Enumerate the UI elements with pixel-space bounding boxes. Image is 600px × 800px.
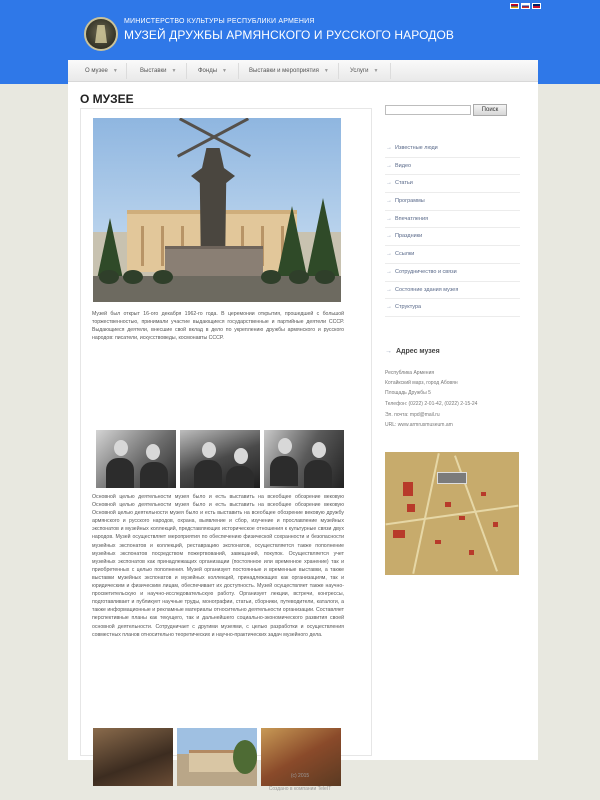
arrow-right-icon: → [386, 215, 392, 222]
search-input[interactable] [385, 105, 471, 115]
sidebar-item-label: Ссылки [395, 251, 415, 258]
nav-item-label: О музее [85, 68, 108, 74]
arrow-right-icon: → [386, 304, 392, 311]
arrow-right-icon: → [386, 268, 392, 275]
map-block [445, 502, 451, 507]
sidebar-item-links[interactable] [385, 246, 520, 264]
archive-photo [180, 430, 260, 488]
nav-divider [186, 63, 187, 79]
arrow-right-icon: → [386, 251, 392, 258]
location-map[interactable] [385, 452, 519, 575]
chevron-down-icon: ▼ [112, 68, 118, 74]
nav-item-collections[interactable] [198, 60, 227, 82]
bush-shape [123, 270, 143, 284]
sidebar-item-articles[interactable] [385, 175, 520, 193]
person-body-shape [226, 466, 254, 488]
person-face-shape [202, 442, 216, 458]
sidebar-item-label: Программы [395, 198, 425, 205]
language-switcher [510, 3, 541, 9]
person-face-shape [234, 448, 248, 464]
chevron-down-icon: ▼ [222, 68, 227, 74]
sidebar-item-label: Известные люди [395, 145, 438, 151]
arrow-right-icon: → [386, 180, 392, 187]
person-body-shape [304, 460, 332, 488]
developer-credit[interactable]: Создано в компании TeleIT [268, 786, 332, 792]
map-block [403, 482, 413, 496]
sidebar-item-programs[interactable] [385, 193, 520, 211]
map-road [412, 453, 440, 574]
bush-shape [153, 270, 173, 284]
nav-item-about[interactable] [85, 60, 118, 82]
nav-divider [126, 63, 127, 79]
page-title: О МУЗЕЕ [80, 92, 134, 106]
person-body-shape [106, 458, 134, 488]
main-navigation [68, 60, 538, 82]
museum-monument-photo [93, 118, 341, 302]
arrow-right-icon: → [386, 162, 392, 169]
arrow-right-icon: → [386, 233, 392, 240]
bush-shape [261, 270, 281, 284]
sidebar-item-label: Структура [395, 304, 422, 311]
russian-flag-icon[interactable] [521, 3, 530, 9]
sidebar-item-label: Состояние здания музея [395, 286, 459, 293]
museum-description: Основной целью деятельности музея было и есть выставить на всеобщее обозрение вековую Основной целью деятельности музея было и есть выставить на всеобщее обозрение вековую Основной целью деятельности музея было и есть выставить на всеобщее обозрение вековую дружбу армянского и русского народов, охрана, выявление и сбор, изучение и прославление музейных экспонатов и музейных коллекций, представляющих историческое отношения к культурные связи двух народов. Музей осуществляет мероприятия по обеспечению физической сохранности и безопасности музейных экспонатов и коллекций, реставрацию экспонатов, осуществляется также пополнение музейных экспонатов посредством пожертвований, завещаний, покупок. Осуществляется учет музейных экспонатов как принадлежащих организации (постоянное или временное хранение) так и приобретенных с целью пополнения. Музей организует постоянные и временные выставки, а также выставки музейных экспонатов и музейных коллекций, принадлежащих как организациям, так и юридическим и физическим лицам, обеспечивает их доступность. Музей осуществляет также научно-просветительскую и научно-исследовательскую работу. Организует лекции, встречи, конгрессы, подготавливает и публикует научные труды, монографии, статьи, сборники, путеводители, каталоги, а также информационные и рекламные материалы относительно деятельности организации. Составляет перспективные планы как текущего, так и дальнейшего социально-экономического развития своей основной деятельности. Сотрудничает с другими музеями, с целью разработки и осуществления совместных планов относительно теоретических и научно-практических задач музейного дела. [92, 494, 344, 638]
nav-item-events[interactable] [249, 60, 329, 82]
nav-item-label: Выставки [140, 68, 167, 74]
map-block [407, 504, 415, 512]
nav-item-exhibitions[interactable] [140, 60, 176, 82]
map-location-marker[interactable] [437, 472, 467, 484]
arrow-right-icon: → [385, 348, 392, 355]
arrow-right-icon: → [386, 286, 392, 293]
person-body-shape [140, 462, 168, 488]
nav-item-services[interactable] [350, 60, 378, 82]
bush-shape [289, 270, 309, 284]
chevron-down-icon: ▼ [323, 68, 329, 74]
nav-item-label: Фонды [198, 68, 218, 74]
sidebar-item-label: Сотрудничество и связи [395, 268, 457, 275]
map-road [386, 505, 519, 526]
ministry-name: МИНИСТЕРСТВО КУЛЬТУРЫ РЕСПУБЛИКИ АРМЕНИЯ [124, 18, 315, 25]
sidebar-item-label: Праздники [395, 233, 423, 240]
map-block [459, 516, 465, 520]
person-face-shape [114, 440, 128, 456]
english-flag-icon[interactable] [532, 3, 541, 9]
copyright-text: (c) 2015 [290, 773, 310, 779]
map-block [493, 522, 498, 527]
pedestal-shape [165, 246, 263, 276]
map-block [435, 540, 441, 544]
intro-paragraph: Музей был открыт 16-ого декабря 1962-го года. В церемонии открытия, прошедшей с большой торжественностью, принимали участие выдающиеся государственные и партийные деятели СССР. Выдающиеся деятели, внесшие свой вклад в дело по укреплению дружбы армянского и русского народов: писатели, искусствоведы, космонавты СССР. [92, 311, 344, 342]
sidebar-item-holidays[interactable] [385, 228, 520, 246]
search-button[interactable]: Поиск [473, 104, 507, 116]
sidebar-item-label: Впечатления [395, 215, 429, 222]
address-line: Котайкский марз, город Абовян [385, 380, 458, 386]
sidebar-item-famous-people[interactable] [385, 140, 520, 158]
sidebar-item-video[interactable] [385, 158, 520, 176]
museum-emblem-icon[interactable] [84, 17, 118, 51]
chevron-down-icon: ▼ [171, 68, 177, 74]
person-face-shape [312, 442, 326, 458]
map-block [481, 492, 486, 496]
address-email[interactable]: Эл. почта: mpd@mail.ru [385, 412, 440, 418]
map-block [469, 550, 474, 555]
sidebar-item-label: Статьи [395, 180, 413, 187]
person-face-shape [278, 438, 292, 454]
page-container [68, 60, 538, 760]
sidebar-item-label: Видео [395, 162, 412, 169]
nav-divider [338, 63, 339, 79]
arrow-right-icon: → [386, 145, 392, 151]
sidebar-item-building-state[interactable] [385, 282, 520, 300]
person-body-shape [270, 456, 298, 486]
nav-divider [390, 63, 391, 79]
sidebar-item-impressions[interactable] [385, 211, 520, 229]
address-heading: Адрес музея [396, 348, 440, 355]
archive-photo [264, 430, 344, 488]
sidebar-item-structure[interactable] [385, 299, 520, 317]
address-line: Республика Армения [385, 370, 435, 376]
arrow-right-icon: → [386, 198, 392, 205]
nav-divider [238, 63, 239, 79]
nav-item-label: Услуги [350, 68, 369, 74]
archive-photo [96, 430, 176, 488]
person-face-shape [146, 444, 160, 460]
address-url[interactable]: URL: www.armrusmuseum.am [385, 422, 453, 428]
sidebar-item-cooperation[interactable] [385, 264, 520, 282]
map-block [393, 530, 405, 538]
sidebar-menu [385, 140, 520, 317]
bush-shape [315, 270, 335, 284]
museum-title[interactable]: МУЗЕЙ ДРУЖБЫ АРМЯНСКОГО И РУССКОГО НАРОДОВ [124, 28, 454, 42]
tree-shape [233, 740, 257, 774]
person-body-shape [194, 460, 222, 488]
nav-item-label: Выставки и мероприятия [249, 68, 319, 74]
address-phone: Телефон: (0222) 2-01-42, (0222) 2-15-24 [385, 401, 478, 407]
bush-shape [99, 270, 119, 284]
chevron-down-icon: ▼ [373, 68, 379, 74]
address-line: Площадь Дружбы 5 [385, 390, 431, 396]
armenian-flag-icon[interactable] [510, 3, 519, 9]
